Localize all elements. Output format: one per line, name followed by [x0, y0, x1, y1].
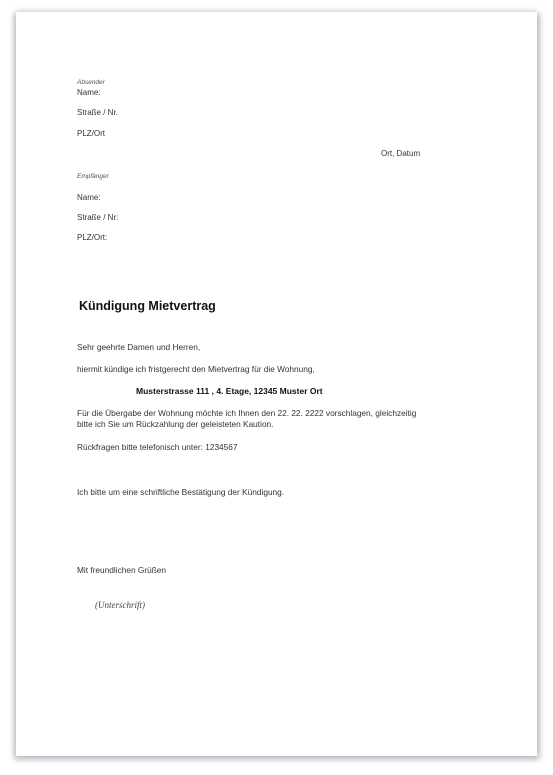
handover-text-line1: Für die Übergabe der Wohnung möchte ich Ihnen den 22. 22. 2222 vorschlagen, gleichzeitig	[77, 408, 417, 418]
signature-placeholder: (Unterschrift)	[95, 600, 145, 610]
sender-zip-city: PLZ/Ort	[77, 129, 106, 138]
apartment-address: Musterstrasse 111 , 4. Etage, 12345 Muster Ort	[136, 386, 323, 396]
recipient-label: Empfänger	[77, 173, 109, 180]
recipient-street: Straße / Nr:	[77, 213, 119, 222]
sender-street: Straße / Nr.	[77, 108, 118, 117]
recipient-zip-city: PLZ/Ort:	[77, 233, 108, 242]
place-date: Ort, Datum	[381, 149, 421, 158]
intro-text: hiermit kündige ich fristgerecht den Mietvertrag für die Wohnung,	[77, 364, 315, 374]
sender-label: Absender	[77, 79, 105, 86]
handover-text-line2: bitte ich Sie um Rückzahlung der geleisteten Kaution.	[77, 419, 274, 429]
confirmation-text: Ich bitte um eine schriftliche Bestätigung der Kündigung.	[77, 487, 285, 497]
closing-text: Mit freundlichen Grüßen	[77, 565, 167, 575]
letter-title: Kündigung Mietvertrag	[79, 299, 216, 313]
recipient-name: Name:	[77, 193, 101, 202]
salutation: Sehr geehrte Damen und Herren,	[77, 342, 201, 352]
letter-page	[16, 12, 537, 756]
sender-name: Name:	[77, 88, 101, 97]
callback-text: Rückfragen bitte telefonisch unter: 1234567	[77, 442, 238, 452]
